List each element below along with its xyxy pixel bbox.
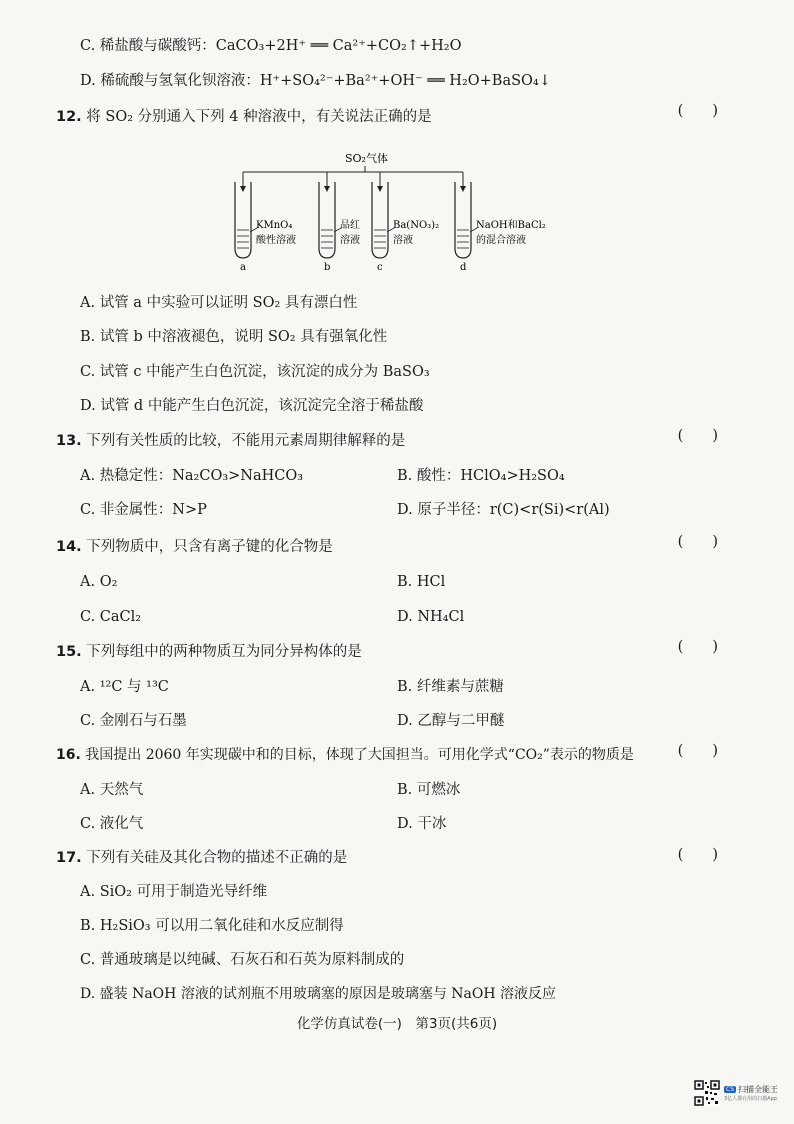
scanner-watermark — [694, 1078, 784, 1108]
tube-c-label-2: 溶液 — [393, 235, 413, 246]
tube-c-label-1: Ba(NO₃)₂ — [393, 220, 440, 231]
tube-a-label-1: KMnO₄ — [256, 220, 293, 231]
question-number: 14. — [56, 539, 82, 555]
answer-bracket: ( ) — [677, 639, 718, 655]
q16-stem — [56, 745, 634, 765]
answer-bracket: ( ) — [677, 847, 718, 863]
gas-label: SO₂气体 — [345, 152, 388, 165]
question-text: 下列有关硅及其化合物的描述不正确的是 — [86, 850, 348, 866]
question-text: 下列物质中，只含有离子键的化合物是 — [86, 539, 333, 555]
so2-test-tube-diagram — [225, 148, 575, 273]
camscanner-logo-icon: CS — [726, 1086, 734, 1093]
question-text: 下列每组中的两种物质互为同分异构体的是 — [86, 644, 362, 660]
q13-option-d: D. 原子半径：r(C)<r(Si)<r(Al) — [397, 502, 610, 518]
q14-option-a: A. O₂ — [80, 574, 118, 590]
q13-option-b: B. 酸性：HClO₄>H₂SO₄ — [397, 468, 565, 484]
tube-c-letter: c — [377, 262, 383, 273]
tube-d — [455, 172, 546, 273]
tube-c — [372, 172, 439, 273]
scanner-tagline: 3亿人都在用的扫描App — [724, 1096, 777, 1102]
tube-b — [319, 172, 360, 273]
tube-d-label-2: 的混合溶液 — [476, 235, 526, 246]
q15-option-a: A. ¹²C 与 ¹³C — [80, 679, 169, 695]
answer-bracket: ( ) — [677, 534, 718, 550]
q13-stem — [56, 431, 405, 451]
q17-option-d: D. 盛装 NaOH 溶液的试剂瓶不用玻璃塞的原因是玻璃塞与 NaOH 溶液反应 — [80, 986, 557, 1002]
q12-option-b: B. 试管 b 中溶液褪色，说明 SO₂ 具有强氧化性 — [80, 329, 388, 345]
tube-b-label-2: 溶液 — [340, 235, 360, 246]
answer-bracket: ( ) — [677, 428, 718, 444]
q16-option-b: B. 可燃冰 — [397, 782, 461, 798]
q11-option-c: C. 稀盐酸与碳酸钙：CaCO₃+2H⁺ ══ Ca²⁺+CO₂↑+H₂O — [80, 38, 462, 54]
qr-code-icon — [694, 1080, 720, 1106]
tube-d-label-1: NaOH和BaCl₂ — [476, 220, 546, 231]
q12-option-d: D. 试管 d 中能产生白色沉淀，该沉淀完全溶于稀盐酸 — [80, 398, 424, 414]
q17-option-b: B. H₂SiO₃ 可以用二氧化硅和水反应制得 — [80, 918, 344, 934]
q15-option-c: C. 金刚石与石墨 — [80, 713, 187, 729]
q16-option-d: D. 干冰 — [397, 816, 447, 832]
q16-option-c: C. 液化气 — [80, 816, 144, 832]
tube-b-letter: b — [324, 262, 331, 273]
tube-d-letter: d — [460, 262, 467, 273]
q17-stem — [56, 848, 347, 868]
tube-a — [235, 172, 296, 273]
q12-stem — [56, 107, 432, 127]
q14-stem — [56, 537, 333, 557]
tube-a-label-2: 酸性溶液 — [256, 235, 296, 246]
q15-option-d: D. 乙醇与二甲醚 — [397, 713, 505, 729]
question-text: 将 SO₂ 分别通入下列 4 种溶液中，有关说法正确的是 — [86, 109, 432, 125]
q12-option-c: C. 试管 c 中能产生白色沉淀，该沉淀的成分为 BaSO₃ — [80, 364, 430, 380]
answer-bracket: ( ) — [677, 103, 718, 119]
q16-option-a: A. 天然气 — [80, 782, 144, 798]
scanner-brand-name: 扫描全能王 — [738, 1085, 778, 1094]
q11-option-d: D. 稀硫酸与氢氧化钡溶液：H⁺+SO₄²⁻+Ba²⁺+OH⁻ ══ H₂O+BaSO₄↓ — [80, 73, 551, 89]
q13-option-c: C. 非金属性：N>P — [80, 502, 207, 518]
q17-option-c: C. 普通玻璃是以纯碱、石灰石和石英为原料制成的 — [80, 952, 405, 968]
question-number: 17. — [56, 850, 82, 866]
question-number: 16. — [56, 747, 81, 763]
q14-option-b: B. HCl — [397, 574, 446, 590]
q15-stem — [56, 642, 362, 662]
q12-option-a: A. 试管 a 中实验可以证明 SO₂ 具有漂白性 — [80, 295, 358, 311]
q14-option-d: D. NH₄Cl — [397, 609, 465, 625]
question-number: 13. — [56, 433, 82, 449]
q15-option-b: B. 纤维素与蔗糖 — [397, 679, 504, 695]
q14-option-c: C. CaCl₂ — [80, 609, 142, 625]
q17-option-a: A. SiO₂ 可用于制造光导纤维 — [80, 884, 268, 900]
page-footer: 化学仿真试卷(一) 第3页(共6页) — [296, 1016, 498, 1032]
q13-option-a: A. 热稳定性：Na₂CO₃>NaHCO₃ — [80, 468, 304, 484]
question-number: 12. — [56, 109, 82, 125]
question-number: 15. — [56, 644, 82, 660]
question-text: 下列有关性质的比较，不能用元素周期律解释的是 — [86, 433, 406, 449]
question-text: 我国提出 2060 年实现碳中和的目标，体现了大国担当。可用化学式“CO₂”表示的物质是 — [85, 747, 634, 763]
tube-a-letter: a — [240, 262, 246, 273]
tube-b-label-1: 品红 — [340, 220, 360, 231]
answer-bracket: ( ) — [677, 743, 718, 759]
